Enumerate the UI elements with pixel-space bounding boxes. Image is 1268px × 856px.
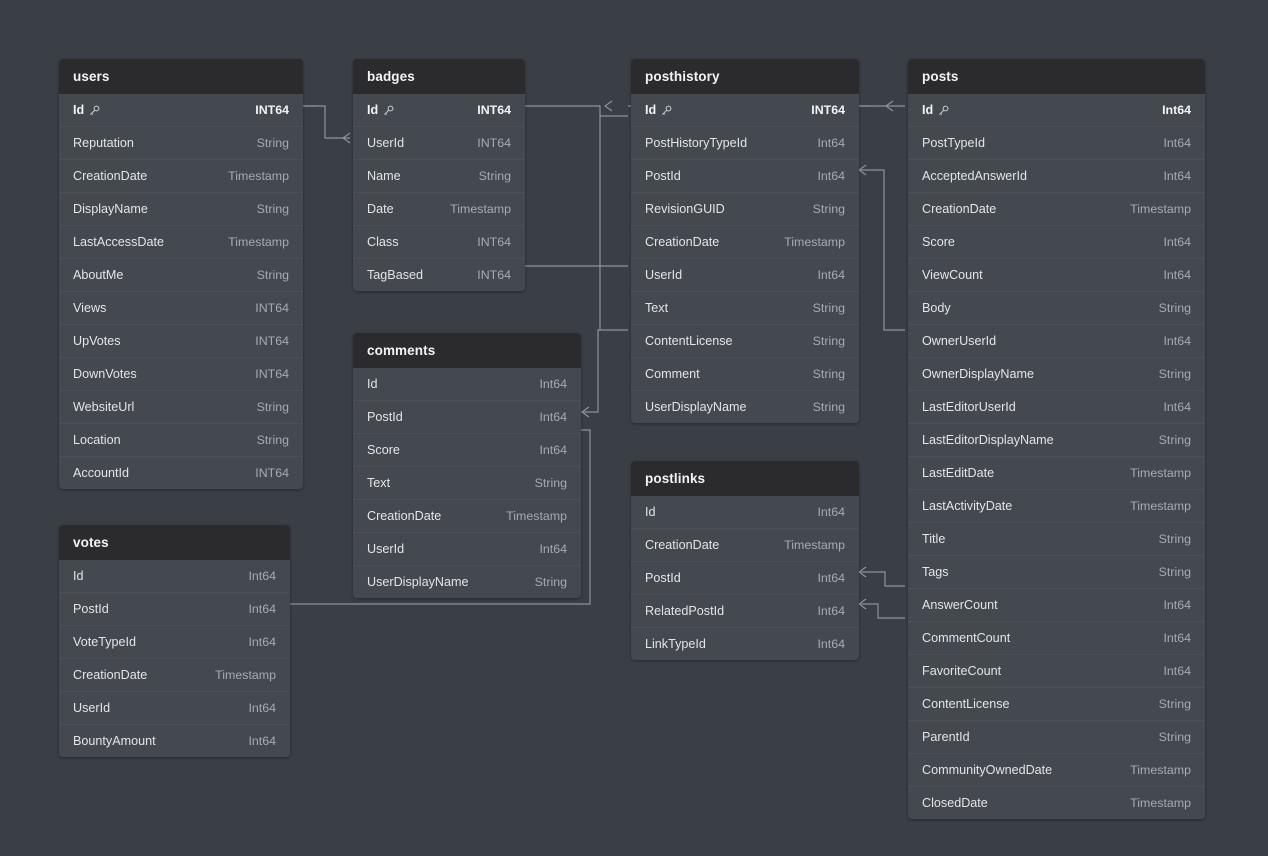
column-type: Int64 <box>817 268 845 282</box>
column-name: Score <box>367 443 400 457</box>
table-row[interactable] <box>59 692 290 725</box>
column-name: Text <box>645 301 669 315</box>
column-name: PostId <box>645 169 681 183</box>
column-type: String <box>1158 697 1191 711</box>
column-name: UserId <box>73 701 111 715</box>
table-row[interactable] <box>631 529 859 562</box>
column-name: AboutMe <box>73 268 124 282</box>
table-card-posthistory[interactable] <box>631 59 859 423</box>
table-row[interactable] <box>908 424 1205 457</box>
column-name: ParentId <box>922 730 970 744</box>
column-name: UserId <box>367 136 405 150</box>
table-card-badges[interactable] <box>353 59 525 291</box>
table-title-comments: comments <box>353 333 581 368</box>
table-row[interactable] <box>353 226 525 259</box>
table-title-postlinks: postlinks <box>631 461 859 496</box>
table-row[interactable] <box>908 787 1205 819</box>
table-row[interactable] <box>59 127 303 160</box>
table-row[interactable] <box>353 127 525 160</box>
column-type: String <box>812 301 845 315</box>
column-type: Int64 <box>248 734 276 748</box>
column-name: UserDisplayName <box>645 400 747 414</box>
column-name: DisplayName <box>73 202 148 216</box>
column-name: Id <box>73 103 85 117</box>
table-row[interactable] <box>908 754 1205 787</box>
column-name: LastActivityDate <box>922 499 1013 513</box>
column-type: Int64 <box>1163 268 1191 282</box>
table-card-postlinks[interactable] <box>631 461 859 660</box>
column-type: Int64 <box>1163 631 1191 645</box>
column-type: Int64 <box>817 637 845 651</box>
table-row[interactable] <box>908 556 1205 589</box>
column-type: Timestamp <box>784 538 845 552</box>
column-type: String <box>812 367 845 381</box>
table-row[interactable] <box>59 226 303 259</box>
table-row[interactable] <box>353 160 525 193</box>
column-name: AcceptedAnswerId <box>922 169 1028 183</box>
column-type: Timestamp <box>1130 499 1191 513</box>
table-title-votes: votes <box>59 525 290 560</box>
column-name: CreationDate <box>645 538 720 552</box>
table-title-posts: posts <box>908 59 1205 94</box>
column-type: INT64 <box>255 103 289 117</box>
table-card-votes[interactable] <box>59 525 290 757</box>
column-name: VoteTypeId <box>73 635 137 649</box>
column-name: Text <box>367 476 391 490</box>
table-title-badges: badges <box>353 59 525 94</box>
column-type: String <box>812 400 845 414</box>
table-row[interactable] <box>908 721 1205 754</box>
table-row[interactable] <box>59 659 290 692</box>
table-columns-users <box>59 94 303 489</box>
column-type: Int64 <box>539 410 567 424</box>
table-row[interactable] <box>353 533 581 566</box>
column-type: INT64 <box>477 136 511 150</box>
key-icon <box>938 105 949 116</box>
column-name: PostId <box>645 571 681 585</box>
column-name: Id <box>73 569 84 583</box>
column-name: UserId <box>645 268 683 282</box>
column-type: Int64 <box>1163 136 1191 150</box>
column-type: String <box>1158 367 1191 381</box>
column-type: String <box>1158 433 1191 447</box>
table-row[interactable] <box>353 434 581 467</box>
table-row[interactable] <box>908 94 1205 127</box>
table-row[interactable] <box>631 292 859 325</box>
column-name: ContentLicense <box>922 697 1010 711</box>
column-type: String <box>256 400 289 414</box>
column-type: Int64 <box>817 169 845 183</box>
column-name: PostId <box>367 410 403 424</box>
column-name: LastEditorUserId <box>922 400 1016 414</box>
table-columns-badges <box>353 94 525 291</box>
column-type: Int64 <box>539 377 567 391</box>
column-type: Timestamp <box>1130 202 1191 216</box>
column-name: Name <box>367 169 401 183</box>
table-row[interactable] <box>908 325 1205 358</box>
table-columns-posts <box>908 94 1205 819</box>
column-name: TagBased <box>367 268 424 282</box>
table-columns-posthistory <box>631 94 859 423</box>
column-name: ContentLicense <box>645 334 733 348</box>
column-name: UserId <box>367 542 405 556</box>
table-row[interactable] <box>59 725 290 757</box>
column-name: Location <box>73 433 121 447</box>
column-name: Body <box>922 301 951 315</box>
table-row[interactable] <box>631 358 859 391</box>
table-row[interactable] <box>59 457 303 489</box>
column-type: INT64 <box>255 334 289 348</box>
table-row[interactable] <box>631 226 859 259</box>
column-type: INT64 <box>811 103 845 117</box>
table-row[interactable] <box>59 94 303 127</box>
column-name: LastEditDate <box>922 466 995 480</box>
table-row[interactable] <box>59 424 303 457</box>
table-card-users[interactable] <box>59 59 303 489</box>
column-name: OwnerDisplayName <box>922 367 1034 381</box>
column-name: Id <box>645 103 657 117</box>
column-type: Int64 <box>539 542 567 556</box>
table-row[interactable] <box>908 523 1205 556</box>
table-row[interactable] <box>59 325 303 358</box>
column-type: String <box>812 202 845 216</box>
column-type: String <box>1158 301 1191 315</box>
column-type: INT64 <box>477 103 511 117</box>
column-type: Int64 <box>817 505 845 519</box>
column-type: Timestamp <box>450 202 511 216</box>
table-columns-comments <box>353 368 581 598</box>
table-row[interactable] <box>631 562 859 595</box>
column-type: Int64 <box>1163 400 1191 414</box>
table-row[interactable] <box>631 193 859 226</box>
column-name: CreationDate <box>73 668 148 682</box>
column-name: Title <box>922 532 946 546</box>
table-row[interactable] <box>631 325 859 358</box>
table-row[interactable] <box>631 595 859 628</box>
table-row[interactable] <box>59 160 303 193</box>
column-type: Int64 <box>539 443 567 457</box>
column-type: Int64 <box>1163 334 1191 348</box>
column-name: PostId <box>73 602 109 616</box>
column-name: Id <box>645 505 656 519</box>
column-name: RevisionGUID <box>645 202 725 216</box>
column-type: String <box>812 334 845 348</box>
table-row[interactable] <box>631 496 859 529</box>
column-name: LastAccessDate <box>73 235 164 249</box>
column-type: Int64 <box>1163 169 1191 183</box>
column-name: CreationDate <box>645 235 720 249</box>
column-name: Score <box>922 235 955 249</box>
column-type: INT64 <box>477 268 511 282</box>
column-type: Int64 <box>817 604 845 618</box>
column-type: Timestamp <box>228 169 289 183</box>
column-type: INT64 <box>255 301 289 315</box>
table-card-comments[interactable] <box>353 333 581 598</box>
table-row[interactable] <box>353 368 581 401</box>
table-row[interactable] <box>59 626 290 659</box>
column-type: Timestamp <box>506 509 567 523</box>
column-type: Int64 <box>1163 235 1191 249</box>
column-name: CreationDate <box>73 169 148 183</box>
table-row[interactable] <box>908 160 1205 193</box>
column-type: Timestamp <box>228 235 289 249</box>
table-row[interactable] <box>353 467 581 500</box>
table-title-posthistory: posthistory <box>631 59 859 94</box>
table-columns-votes <box>59 560 290 757</box>
table-row[interactable] <box>353 94 525 127</box>
column-type: String <box>256 202 289 216</box>
column-name: Id <box>367 103 379 117</box>
column-name: CommentCount <box>922 631 1011 645</box>
column-name: UserDisplayName <box>367 575 469 589</box>
table-row[interactable] <box>908 193 1205 226</box>
column-type: String <box>256 136 289 150</box>
table-row[interactable] <box>908 226 1205 259</box>
column-type: Int64 <box>248 569 276 583</box>
column-name: Id <box>367 377 378 391</box>
column-name: LinkTypeId <box>645 637 706 651</box>
column-name: WebsiteUrl <box>73 400 135 414</box>
table-row[interactable] <box>631 391 859 423</box>
table-row[interactable] <box>631 628 859 660</box>
column-type: String <box>1158 532 1191 546</box>
column-name: Date <box>367 202 394 216</box>
key-icon <box>89 105 100 116</box>
column-type: Int64 <box>1162 103 1191 117</box>
column-name: ViewCount <box>922 268 983 282</box>
table-row[interactable] <box>59 193 303 226</box>
table-row[interactable] <box>59 560 290 593</box>
table-row[interactable] <box>908 655 1205 688</box>
table-row[interactable] <box>631 127 859 160</box>
table-row[interactable] <box>631 94 859 127</box>
column-name: DownVotes <box>73 367 137 381</box>
table-row[interactable] <box>59 292 303 325</box>
column-type: String <box>534 575 567 589</box>
table-row[interactable] <box>59 593 290 626</box>
column-type: INT64 <box>477 235 511 249</box>
column-name: CreationDate <box>367 509 442 523</box>
table-row[interactable] <box>908 259 1205 292</box>
column-name: FavoriteCount <box>922 664 1002 678</box>
table-row[interactable] <box>908 127 1205 160</box>
column-type: INT64 <box>255 466 289 480</box>
table-card-posts[interactable] <box>908 59 1205 819</box>
column-type: Timestamp <box>1130 796 1191 810</box>
column-name: Reputation <box>73 136 134 150</box>
column-type: Int64 <box>817 571 845 585</box>
column-name: CommunityOwnedDate <box>922 763 1053 777</box>
table-row[interactable] <box>353 401 581 434</box>
column-name: PostTypeId <box>922 136 986 150</box>
column-type: Timestamp <box>1130 466 1191 480</box>
column-name: PostHistoryTypeId <box>645 136 748 150</box>
column-type: Timestamp <box>215 668 276 682</box>
column-name: CreationDate <box>922 202 997 216</box>
column-type: Timestamp <box>1130 763 1191 777</box>
column-name: AnswerCount <box>922 598 998 612</box>
column-type: String <box>478 169 511 183</box>
table-row[interactable] <box>908 292 1205 325</box>
table-columns-postlinks <box>631 496 859 660</box>
column-name: AccountId <box>73 466 130 480</box>
key-icon <box>383 105 394 116</box>
column-type: String <box>256 268 289 282</box>
column-name: Views <box>73 301 107 315</box>
column-type: Timestamp <box>784 235 845 249</box>
column-type: Int64 <box>1163 664 1191 678</box>
column-name: LastEditorDisplayName <box>922 433 1054 447</box>
table-row[interactable] <box>908 589 1205 622</box>
column-type: String <box>256 433 289 447</box>
column-type: String <box>1158 565 1191 579</box>
table-row[interactable] <box>353 259 525 291</box>
column-name: BountyAmount <box>73 734 156 748</box>
column-type: Int64 <box>1163 598 1191 612</box>
column-name: Comment <box>645 367 700 381</box>
column-type: String <box>534 476 567 490</box>
table-row[interactable] <box>59 391 303 424</box>
table-title-users: users <box>59 59 303 94</box>
column-type: Int64 <box>248 602 276 616</box>
table-row[interactable] <box>908 622 1205 655</box>
column-type: String <box>1158 730 1191 744</box>
column-name: UpVotes <box>73 334 121 348</box>
column-name: RelatedPostId <box>645 604 725 618</box>
table-row[interactable] <box>908 490 1205 523</box>
table-row[interactable] <box>908 391 1205 424</box>
column-name: ClosedDate <box>922 796 988 810</box>
table-row[interactable] <box>908 358 1205 391</box>
table-row[interactable] <box>353 193 525 226</box>
column-name: Id <box>922 103 934 117</box>
key-icon <box>661 105 672 116</box>
column-name: Class <box>367 235 399 249</box>
column-name: OwnerUserId <box>922 334 997 348</box>
column-name: Tags <box>922 565 949 579</box>
table-row[interactable] <box>631 160 859 193</box>
table-row[interactable] <box>353 566 581 598</box>
table-row[interactable] <box>908 688 1205 721</box>
table-row[interactable] <box>631 259 859 292</box>
table-row[interactable] <box>59 358 303 391</box>
table-row[interactable] <box>59 259 303 292</box>
column-type: Int64 <box>248 701 276 715</box>
table-row[interactable] <box>908 457 1205 490</box>
column-type: INT64 <box>255 367 289 381</box>
table-row[interactable] <box>353 500 581 533</box>
column-type: Int64 <box>248 635 276 649</box>
column-type: Int64 <box>817 136 845 150</box>
